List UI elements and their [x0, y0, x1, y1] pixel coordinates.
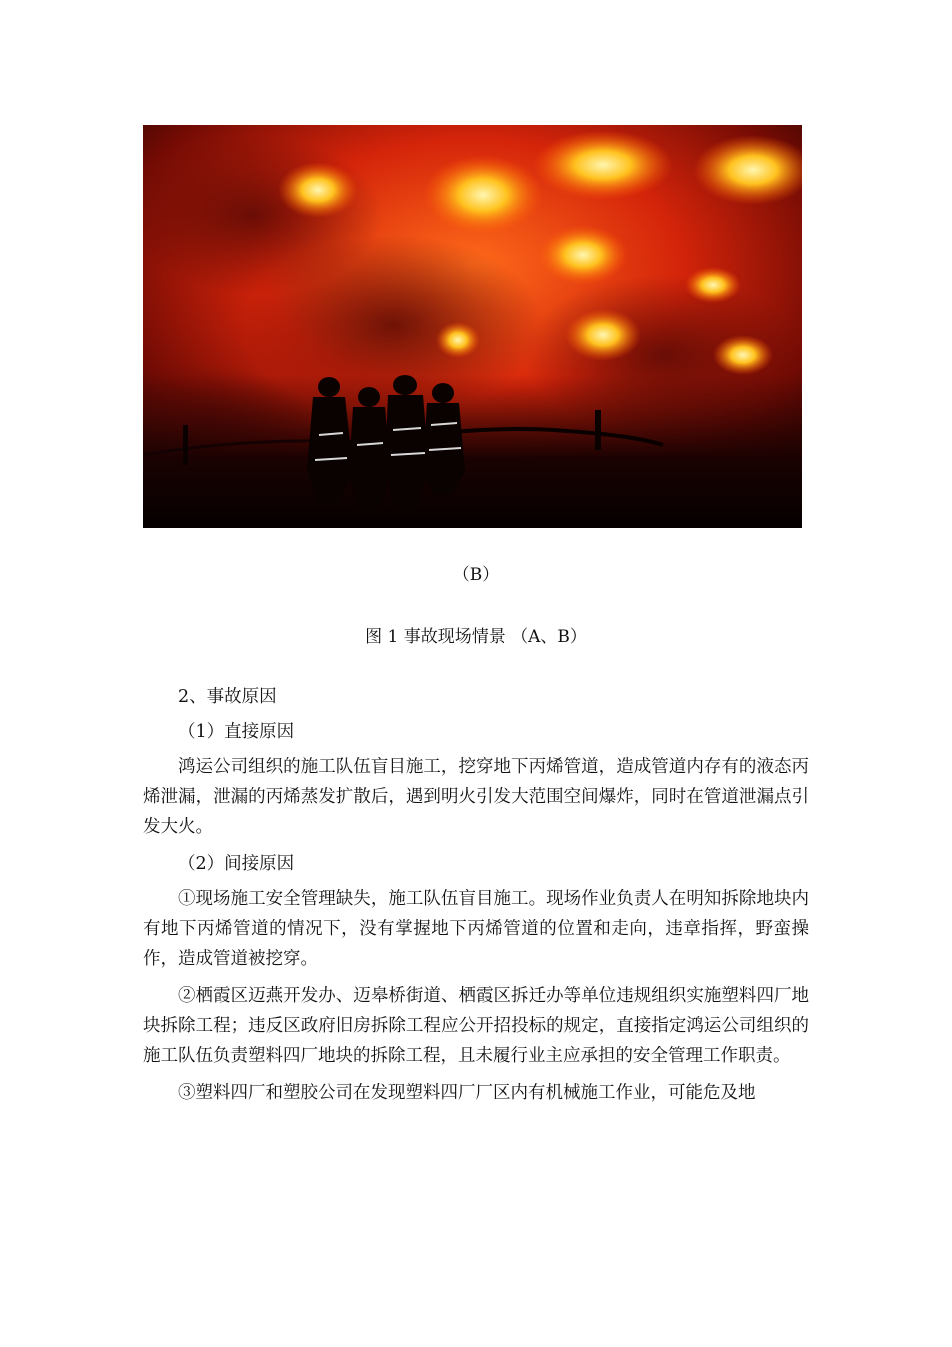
fire-scene-illustration [143, 125, 802, 528]
fire-scene-photo [143, 125, 802, 528]
document-body [143, 682, 809, 1115]
subsection-heading-indirect-cause: （2）间接原因 [178, 854, 295, 874]
subsection-heading-direct-cause: （1）直接原因 [178, 722, 295, 742]
paragraph-indirect-cause-3: ③塑料四厂和塑胶公司在发现塑料四厂厂区内有机械施工作业，可能危及地 [178, 1083, 756, 1103]
figure-caption: 图 1 事故现场情景 （A、B） [365, 627, 587, 647]
paragraph-indirect-cause-2: ②栖霞区迈燕开发办、迈皋桥街道、栖霞区拆迁办等单位违规组织实施塑料四厂地块拆除工程；违反区政府旧房拆除工程应公开招投标的规定，直接指定鸿运公司组织的施工队伍负责塑料四厂地块的拆除工程，且未履行业主应承担的安全管理工作职责。 [143, 986, 809, 1066]
figure-sub-caption: （B） [452, 565, 500, 585]
paragraph-direct-cause: 鸿运公司组织的施工队伍盲目施工，挖穿地下丙烯管道，造成管道内存有的液态丙烯泄漏，泄漏的丙烯蒸发扩散后，遇到明火引发大范围空间爆炸，同时在管道泄漏点引发大火。 [143, 757, 809, 837]
paragraph-indirect-cause-1: ①现场施工安全管理缺失，施工队伍盲目施工。现场作业负责人在明知拆除地块内有地下丙烯管道的情况下，没有掌握地下丙烯管道的位置和走向，违章指挥，野蛮操作，造成管道被挖穿。 [143, 889, 809, 969]
section-heading: 2、事故原因 [178, 687, 277, 707]
